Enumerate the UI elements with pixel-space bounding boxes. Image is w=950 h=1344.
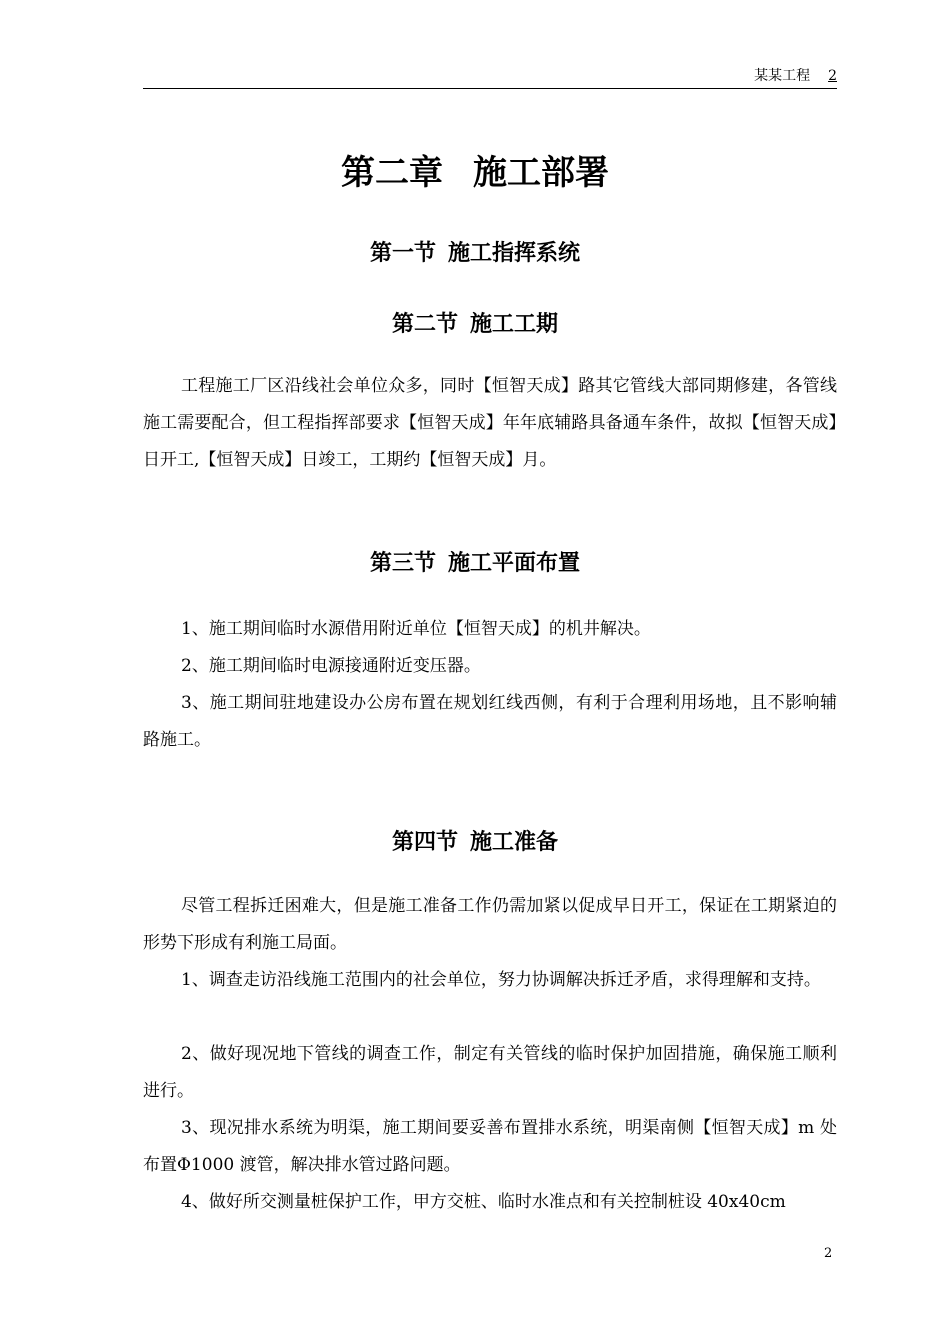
chapter-number: 第二章 [341, 153, 443, 193]
chapter-title: 施工部署 [473, 153, 609, 193]
section-title: 施工平面布置 [448, 551, 581, 576]
paragraph-layout-1: 1、施工期间临时水源借用附近单位【恒智天成】的机井解决。 [181, 619, 651, 639]
section-number: 第一节 [369, 241, 436, 266]
section-title: 施工指挥系统 [448, 241, 581, 266]
section-title: 施工工期 [470, 312, 559, 337]
header-page-number: 2 [828, 68, 837, 84]
section-number: 第四节 [391, 830, 458, 855]
paragraph-schedule: 工程施工厂区沿线社会单位众多，同时【恒智天成】路其它管线大部同期修建，各管线施工需要配合，但工程指挥部要求【恒智天成】年年底辅路具备通车条件，故拟【恒智天成】日开工,【恒智天成】日竣工，工期约【恒智天成】月。 [143, 376, 837, 470]
paragraph-layout-2: 2、施工期间临时电源接通附近变压器。 [181, 656, 481, 676]
paragraph-prep-4: 4、做好所交测量桩保护工作，甲方交桩、临时水准点和有关控制桩设 40x40cm [181, 1192, 786, 1212]
header-title: 某某工程 [754, 68, 811, 84]
chapter-heading [0, 148, 950, 198]
paragraph-prep-3: 3、现况排水系统为明渠，施工期间要妥善布置排水系统，明渠南侧【恒智天成】m 处布置Φ1000 渡管，解决排水管过路问题。 [143, 1118, 837, 1175]
paragraph-prep-intro: 尽管工程拆迁困难大，但是施工准备工作仍需加紧以促成早日开工，保证在工期紧迫的形势下形成有利施工局面。 [143, 896, 837, 953]
paragraph-layout-3: 3、施工期间驻地建设办公房布置在规划红线西侧，有利于合理利用场地，且不影响辅路施工。 [143, 693, 837, 750]
section-title: 施工准备 [470, 830, 559, 855]
paragraph-prep-1: 1、调查走访沿线施工范围内的社会单位，努力协调解决拆迁矛盾，求得理解和支持。 [181, 970, 821, 990]
paragraph-prep-2: 2、做好现况地下管线的调查工作，制定有关管线的临时保护加固措施，确保施工顺利进行。 [143, 1044, 837, 1101]
section-heading-3 [0, 547, 950, 581]
section-heading-1 [0, 237, 950, 271]
page-header [143, 64, 837, 89]
footer-page-number: 2 [824, 1246, 833, 1261]
section-number: 第二节 [391, 312, 458, 337]
section-number: 第三节 [369, 551, 436, 576]
section-heading-2 [0, 308, 950, 342]
section-heading-4 [0, 826, 950, 860]
